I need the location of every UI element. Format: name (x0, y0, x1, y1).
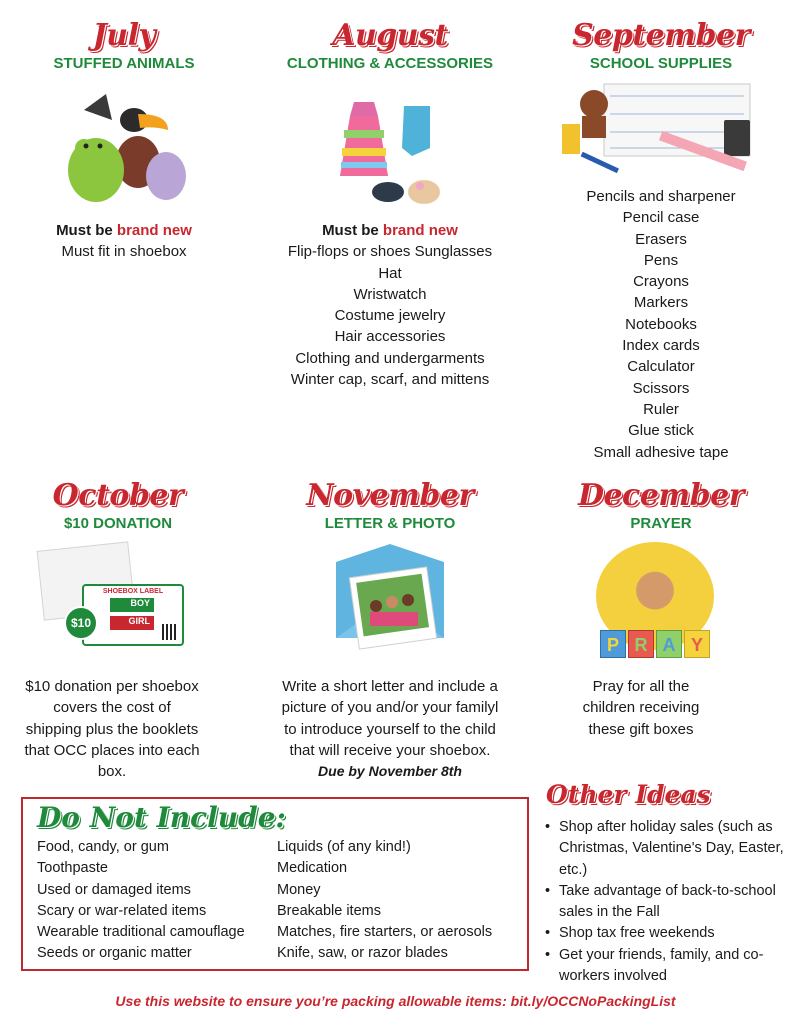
label-girl-text: GIRL (128, 616, 150, 626)
october-line: that OCC places into each (24, 741, 200, 759)
november-line: to introduce yourself to the child (284, 720, 496, 738)
must-be-brand-new-july (18, 220, 230, 241)
brand-new-highlight: brand new (382, 222, 458, 239)
shoebox-label-image (40, 546, 186, 650)
october-line: box. (97, 763, 127, 781)
list-item: Food, candy, or gum (37, 839, 169, 855)
november-line: that will receive your shoebox. (289, 741, 491, 759)
must-be-brand-new-august (268, 220, 512, 241)
november-line: Write a short letter and include a (282, 678, 498, 695)
september-item: Pencil case (622, 209, 700, 227)
september-item: Crayons (633, 273, 689, 291)
month-title-august: August (332, 18, 448, 53)
list-item: • Shop tax free weekends (545, 923, 785, 944)
do-not-include-box (21, 797, 529, 971)
august-column (268, 18, 512, 72)
december-line: these gift boxes (588, 720, 694, 738)
other-ideas-list (545, 817, 785, 987)
august-item: Flip-flops or shoes Sunglasses (287, 243, 493, 261)
september-item: Pens (643, 251, 679, 269)
label-boy (110, 598, 154, 612)
month-title-october: October (52, 478, 184, 513)
do-not-include-title: Do Not Include: (37, 801, 286, 834)
list-item: • Take advantage of back-to-school sales in the Fall (545, 881, 785, 924)
do-not-include-right-list (277, 837, 492, 965)
letter-photo-image (332, 542, 448, 656)
september-item: Markers (633, 294, 689, 312)
pray-blocks (600, 630, 710, 658)
november-due-date: Due by November 8th (318, 763, 462, 780)
august-item: Wristwatch (353, 285, 427, 303)
list-item: Used or damaged items (37, 881, 191, 898)
december-column (546, 478, 776, 532)
list-item: Matches, fire starters, or aerosols (277, 924, 493, 941)
badge-amount: $10 (70, 616, 92, 630)
category-prayer: PRAYER (630, 515, 692, 532)
august-item: Hair accessories (334, 328, 446, 346)
must-prefix: Must be (322, 222, 383, 239)
footer-link-note: Use this website to ensure you’re packing allowable items: bit.ly/OCCNoPackingList (115, 993, 676, 1009)
august-details (268, 220, 512, 390)
october-line: shipping plus the booklets (25, 720, 199, 738)
label-girl (110, 616, 154, 630)
september-item: Pencils and sharpener (586, 188, 736, 205)
category-letter-photo: LETTER & PHOTO (324, 515, 456, 532)
other-ideas-title: Other Ideas (546, 780, 711, 809)
september-item: Erasers (635, 230, 687, 248)
list-item: • Shop after holiday sales (such as Christmas, Valentine's Day, Easter, etc.) (545, 817, 785, 881)
praying-child-image (596, 542, 714, 664)
list-item: Seeds or organic matter (37, 945, 192, 962)
september-item: Scissors (632, 379, 690, 397)
august-item: Clothing and undergarments (295, 349, 485, 367)
list-item: • Get your friends, family, and co-workers involved (545, 945, 785, 988)
list-item: Medication (277, 860, 348, 877)
month-title-july: July (92, 18, 156, 53)
list-item: Wearable traditional camouflage (37, 924, 245, 941)
list-item: Breakable items (277, 902, 381, 919)
month-title-december: December (577, 478, 745, 513)
brand-new-highlight: brand new (116, 222, 192, 239)
category-school-supplies: SCHOOL SUPPLIES (589, 55, 733, 72)
do-not-include-left-list (37, 837, 245, 965)
clothing-image (340, 96, 444, 214)
november-details (262, 676, 518, 782)
november-column (268, 478, 512, 532)
july-details (18, 220, 230, 263)
label-boy-text: BOY (130, 598, 150, 608)
qr-code-icon (162, 624, 178, 640)
pray-block-p: P (600, 630, 626, 658)
september-details (546, 186, 776, 463)
july-item: Must fit in shoebox (61, 243, 187, 261)
august-item: Costume jewelry (334, 307, 446, 325)
category-donation: $10 DONATION (63, 515, 173, 532)
list-item: Toothpaste (37, 860, 108, 877)
october-line: covers the cost of (53, 699, 171, 717)
december-details (546, 676, 736, 740)
september-item: Glue stick (628, 422, 694, 440)
category-clothing: CLOTHING & ACCESSORIES (286, 55, 494, 72)
july-column (18, 18, 230, 72)
list-item: Money (277, 881, 321, 898)
ten-dollar-badge (64, 606, 98, 640)
september-item: Calculator (627, 358, 695, 376)
october-column (12, 478, 224, 532)
month-title-september: September (572, 18, 750, 53)
december-line: Pray for all the (592, 678, 690, 695)
october-line: $10 donation per shoebox (25, 678, 199, 695)
november-line: picture of you and/or your familyl (281, 699, 499, 717)
september-item: Ruler (643, 400, 679, 418)
september-item: Notebooks (625, 315, 697, 333)
category-stuffed-animals: STUFFED ANIMALS (53, 55, 195, 72)
list-item: Liquids (of any kind!) (277, 839, 411, 855)
list-item: Knife, saw, or razor blades (277, 945, 448, 962)
september-column (546, 18, 776, 72)
must-prefix: Must be (56, 222, 117, 239)
month-title-november: November (306, 478, 474, 513)
october-details (12, 676, 212, 782)
list-item: Scary or war-related items (37, 902, 207, 919)
pray-block-a: A (656, 630, 682, 658)
september-item: Index cards (622, 337, 700, 355)
august-item: Winter cap, scarf, and mittens (290, 371, 490, 389)
august-item: Hat (378, 264, 402, 282)
december-line: children receiving (582, 699, 700, 717)
stuffed-animals-image (62, 90, 188, 212)
pray-block-y: Y (684, 630, 710, 658)
label-title: SHOEBOX LABEL (102, 588, 164, 595)
pray-block-r: R (628, 630, 654, 658)
school-supplies-image (558, 82, 758, 178)
september-item: Small adhesive tape (593, 443, 729, 461)
